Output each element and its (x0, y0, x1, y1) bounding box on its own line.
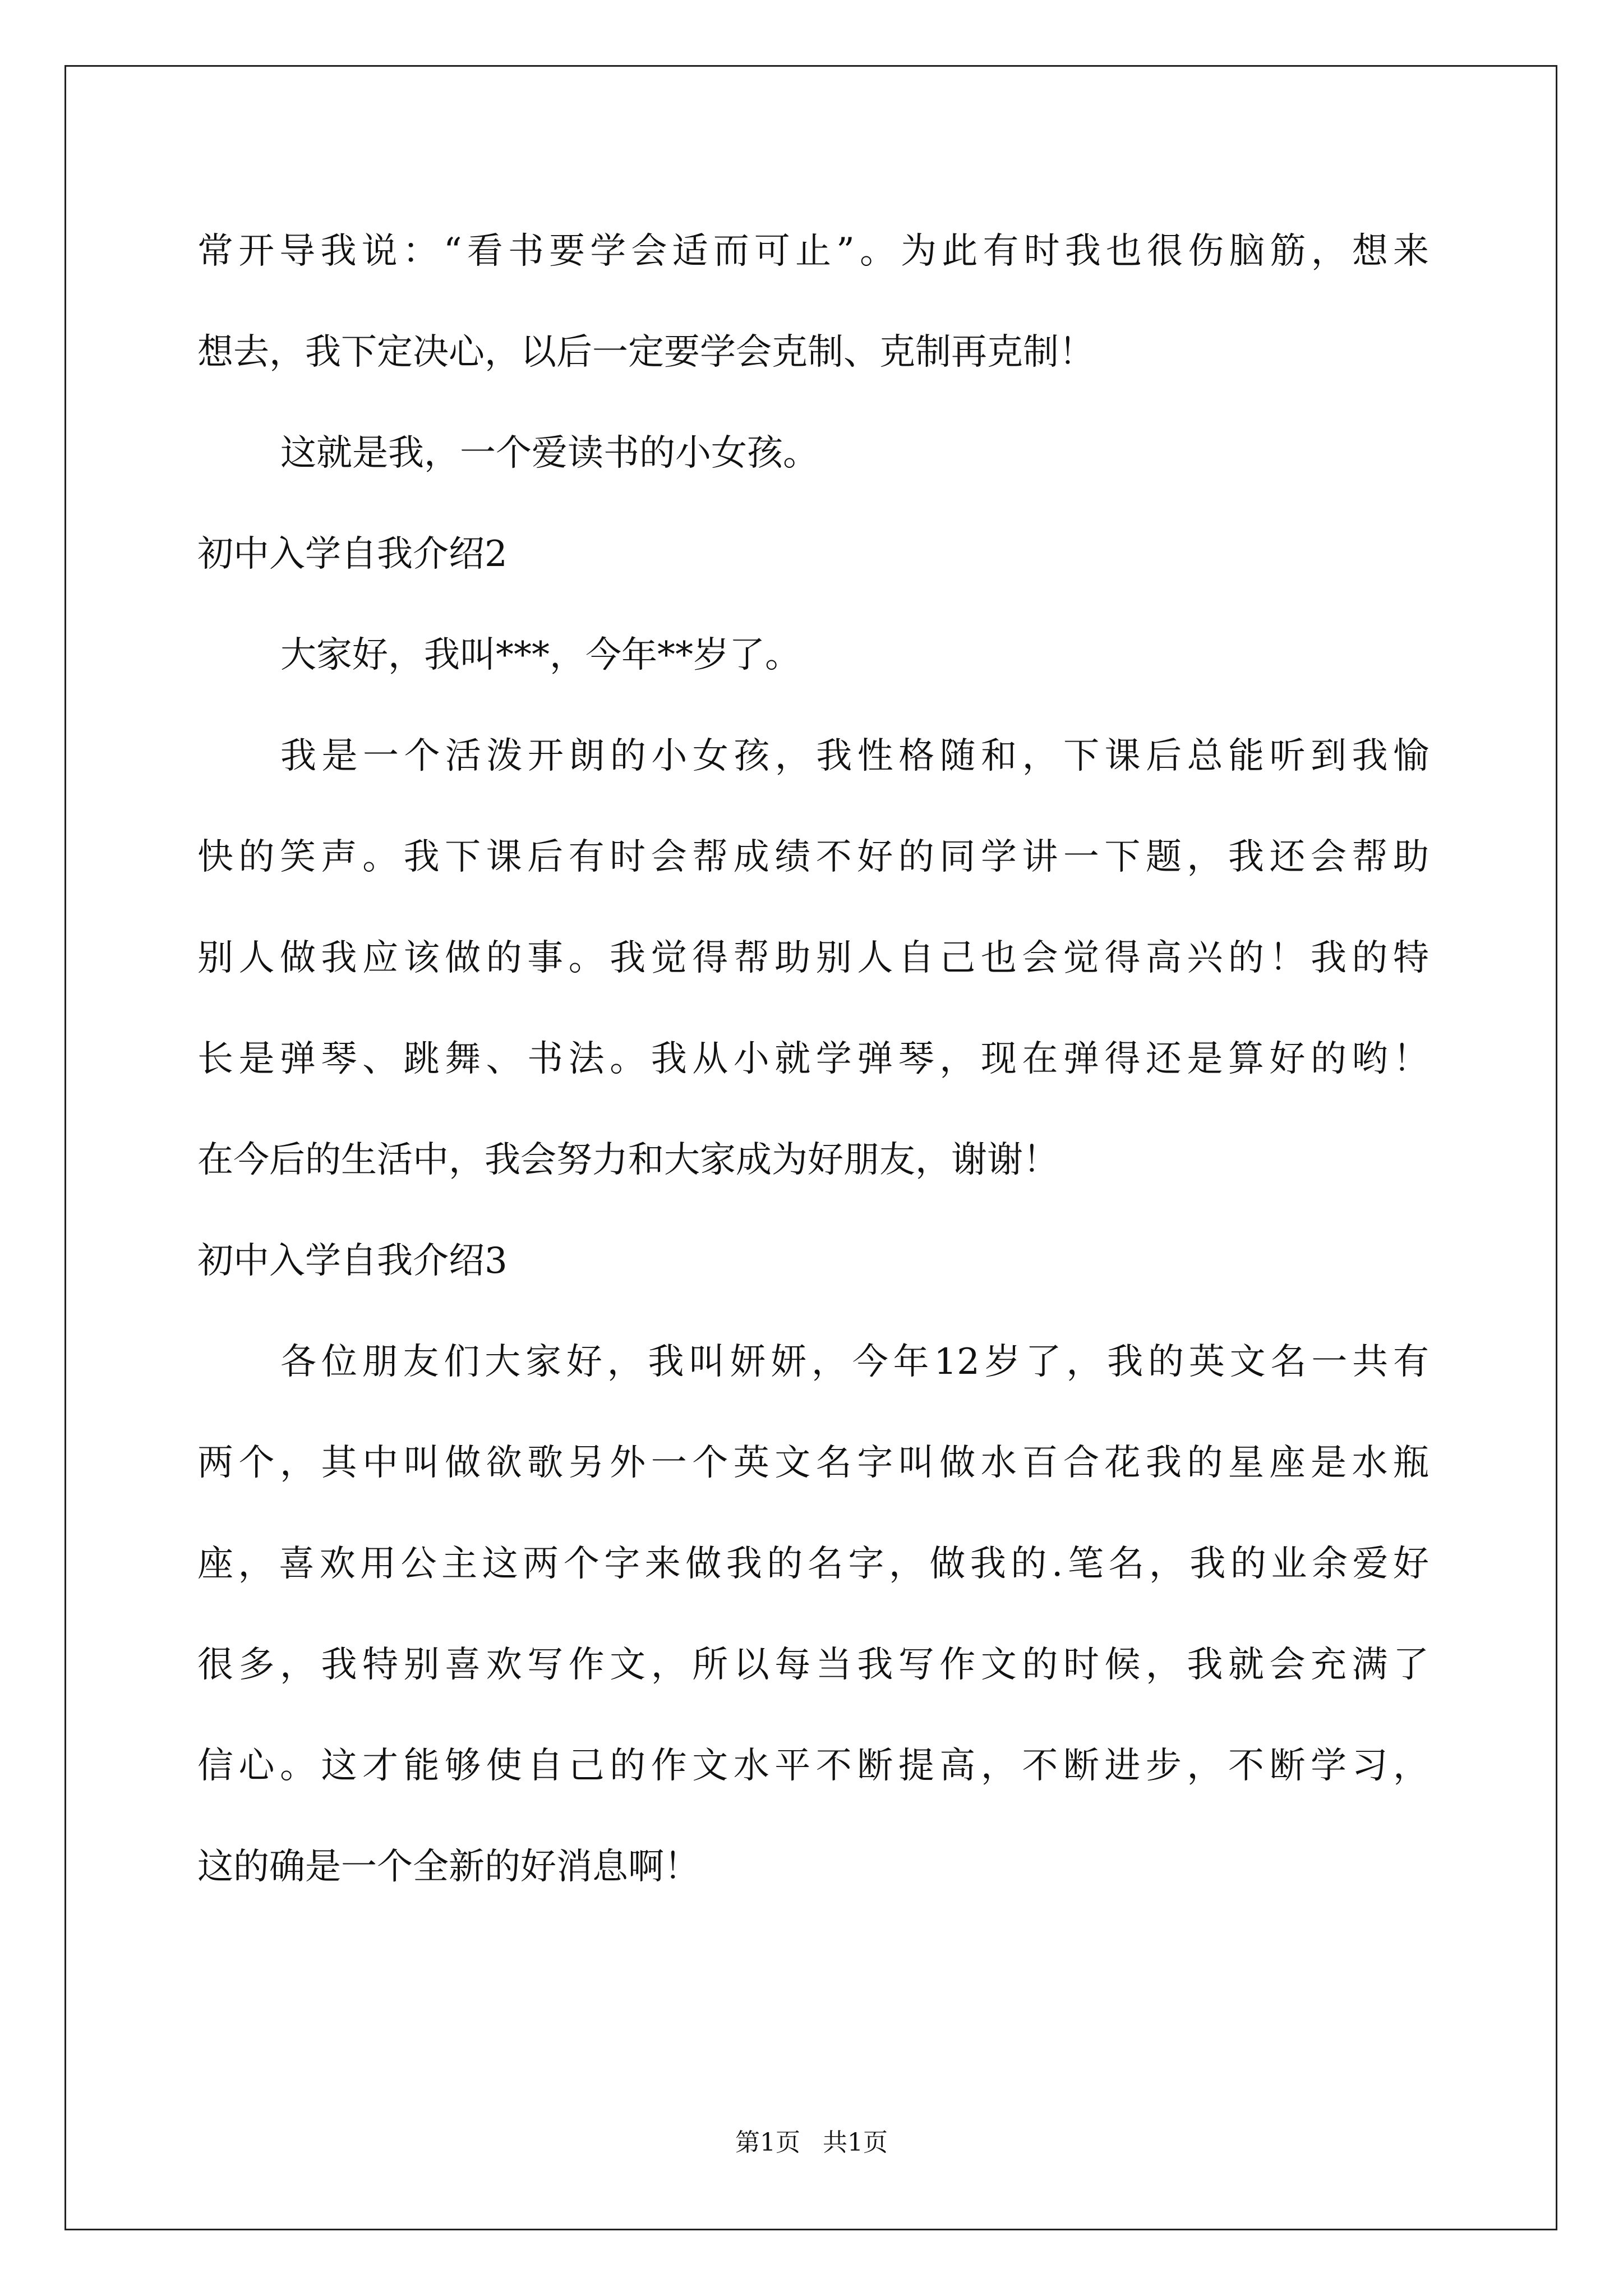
text-line: 各位朋友们大家好，我叫妍妍，今年12岁了，我的英文名一共有 (280, 1341, 1429, 1383)
text-line: 想去，我下定决心，以后一定要学会克制、克制再克制！ (197, 332, 1095, 373)
text-line: 很多，我特别喜欢写作文，所以每当我写作文的时候，我就会充满了 (197, 1644, 1429, 1686)
text-line: 长是弹琴、跳舞、书法。我从小就学弹琴，现在弹得还是算好的哟！ (197, 1038, 1429, 1080)
text-line: 大家好，我叫***，今年**岁了。 (280, 634, 801, 676)
section-heading: 初中入学自我介绍3 (197, 1240, 508, 1282)
text-line: 这的确是一个全新的好消息啊！ (197, 1846, 700, 1888)
text-line: 信心。这才能够使自己的作文水平不断提高，不断进步，不断学习， (197, 1745, 1429, 1787)
page-count: 共1页 (823, 2128, 888, 2157)
text-line: 这就是我，一个爱读书的小女孩。 (280, 432, 819, 474)
text-line: 我是一个活泼开朗的小女孩，我性格随和，下课后总能听到我愉 (280, 735, 1429, 777)
text-line: 两个，其中叫做欲歌另外一个英文名字叫做水百合花我的星座是水瓶 (197, 1442, 1429, 1484)
section-heading: 初中入学自我介绍2 (197, 533, 508, 575)
text-line: 别人做我应该做的事。我觉得帮助别人自己也会觉得高兴的！我的特 (197, 937, 1429, 979)
text-line: 座，喜欢用公主这两个字来做我的名字，做我的.笔名，我的业余爱好 (197, 1543, 1429, 1585)
text-line: 常开导我说：“看书要学会适而可止”。为此有时我也很伤脑筋，想来 (197, 231, 1429, 272)
text-line: 快的笑声。我下课后有时会帮成绩不好的同学讲一下题，我还会帮助 (197, 836, 1429, 878)
text-line: 在今后的生活中，我会努力和大家成为好朋友，谢谢！ (197, 1139, 1059, 1181)
page-number: 第1页 (735, 2128, 800, 2157)
page-footer (0, 2127, 1623, 2159)
